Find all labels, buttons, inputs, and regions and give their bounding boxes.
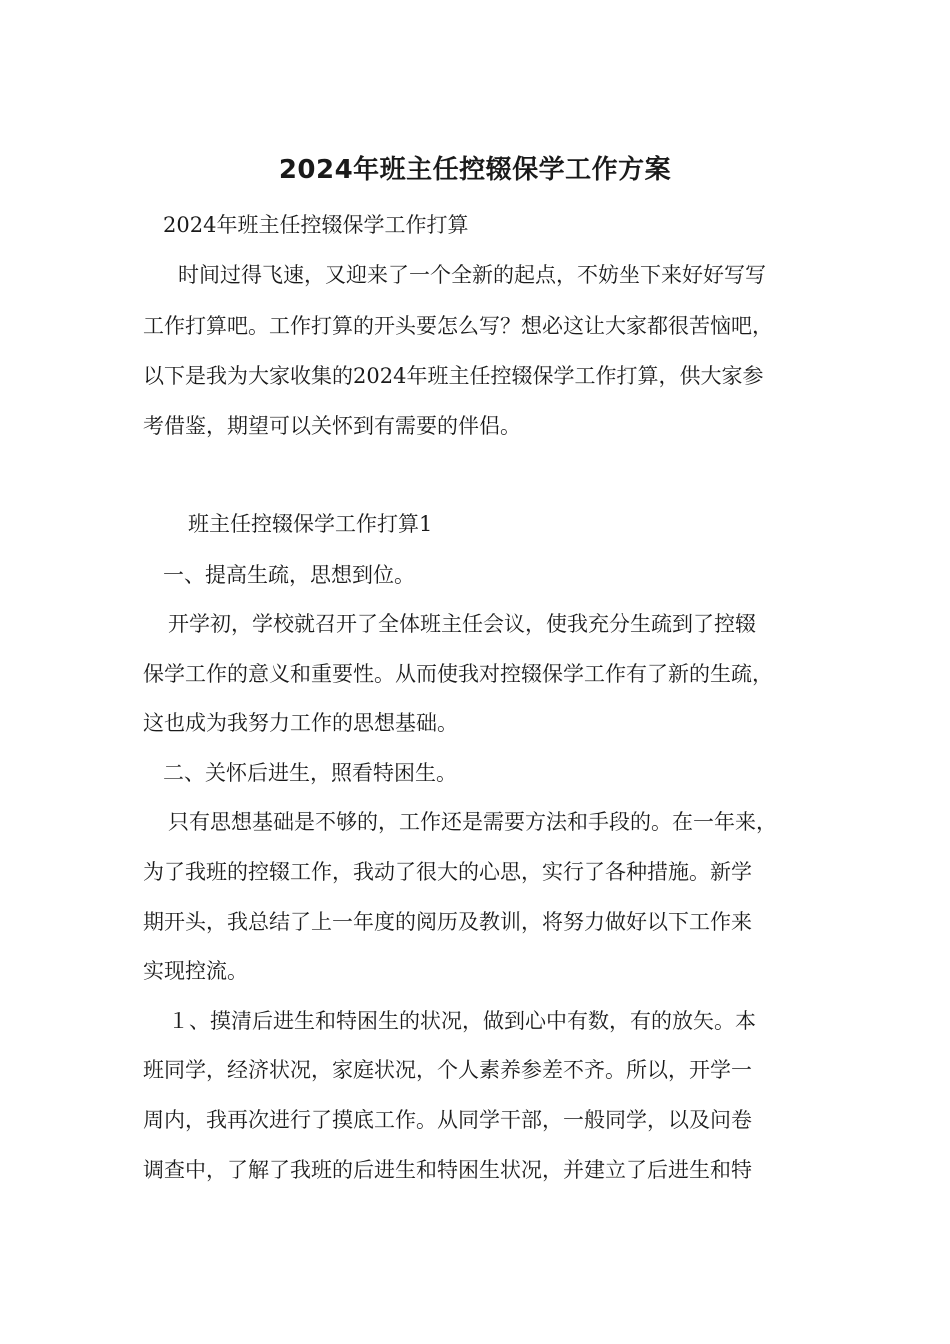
intro-line-3: 以下是我为大家收集的2024年班主任控辍保学工作打算，供大家参 — [143, 364, 764, 388]
para2-line-1: 只有思想基础是不够的，工作还是需要方法和手段的。在一年来， — [168, 810, 777, 834]
para1-line-2: 保学工作的意义和重要性。从而使我对控辍保学工作有了新的生疏， — [143, 662, 773, 686]
intro-line-4: 考借鉴，期望可以关怀到有需要的伴侣。 — [143, 414, 521, 438]
para3-line-4: 调查中，了解了我班的后进生和特困生状况，并建立了后进生和特 — [143, 1158, 752, 1182]
section-title: 班主任控辍保学工作打算1 — [188, 512, 433, 536]
intro-line-2: 工作打算吧。工作打算的开头要怎么写？想必这让大家都很苦恼吧， — [143, 314, 773, 338]
para3-line-1: １、摸清后进生和特困生的状况，做到心中有数，有的放矢。本 — [168, 1009, 756, 1033]
document-subtitle: 2024年班主任控辍保学工作打算 — [163, 213, 469, 237]
para3-line-2: 班同学，经济状况，家庭状况，个人素养参差不齐。所以，开学一 — [143, 1058, 752, 1082]
intro-line-1: 时间过得飞速，又迎来了一个全新的起点，不妨坐下来好好写写 — [178, 263, 766, 287]
heading-1: 一、提高生疏，思想到位。 — [163, 563, 415, 587]
document-title: 2024年班主任控辍保学工作方案 — [278, 155, 672, 185]
para1-line-3: 这也成为我努力工作的思想基础。 — [143, 711, 458, 735]
para2-line-4: 实现控流。 — [143, 959, 248, 983]
para2-line-2: 为了我班的控辍工作，我动了很大的心思，实行了各种措施。新学 — [143, 860, 752, 884]
para1-line-1: 开学初，学校就召开了全体班主任会议，使我充分生疏到了控辍 — [168, 612, 756, 636]
para3-line-3: 周内，我再次进行了摸底工作。从同学干部，一般同学，以及问卷 — [143, 1108, 752, 1132]
heading-2: 二、关怀后进生，照看特困生。 — [163, 761, 457, 785]
para2-line-3: 期开头，我总结了上一年度的阅历及教训，将努力做好以下工作来 — [143, 910, 752, 934]
